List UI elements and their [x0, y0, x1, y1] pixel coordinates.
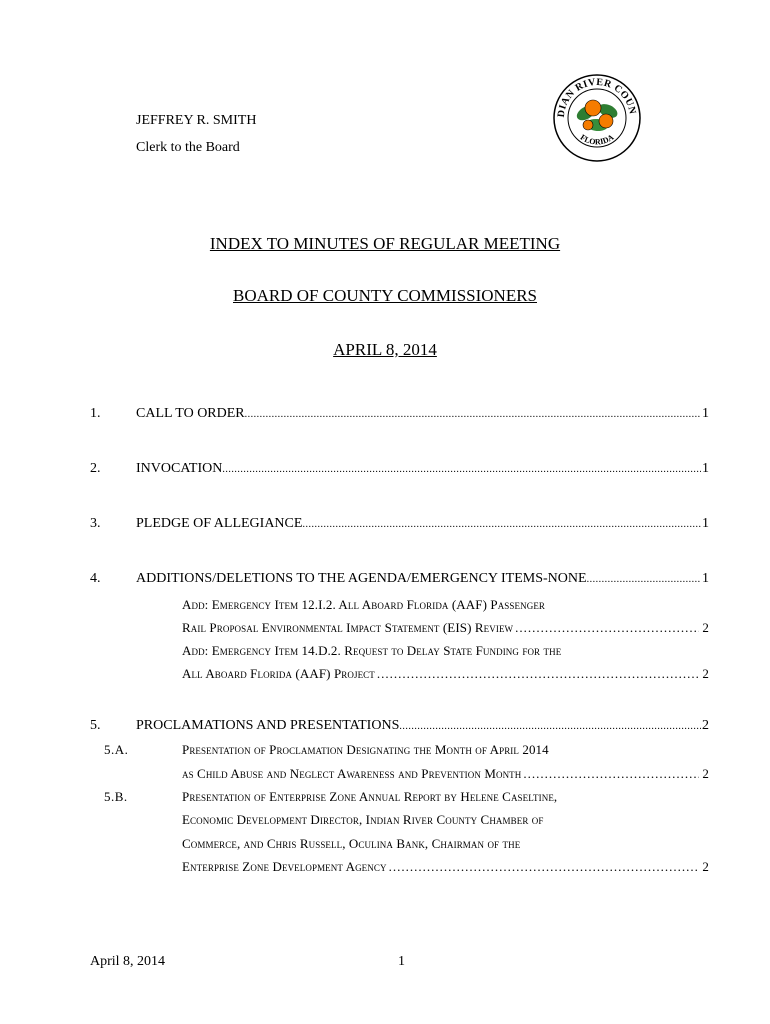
toc-subitem-aaf-funding[interactable]: [182, 666, 709, 682]
item-label: PLEDGE OF ALLEGIANCE: [136, 516, 303, 531]
toc-subitem-enterprise-zone[interactable]: [182, 859, 709, 875]
item-label: ADDITIONS/DELETIONS TO THE AGENDA/EMERGENCY ITEMS-NONE: [136, 571, 587, 586]
item-page: 1: [702, 406, 709, 421]
item-number: 3.: [90, 516, 101, 531]
item-label: CALL TO ORDER: [136, 406, 245, 421]
sub-item-text: Economic Development Director, Indian River County Chamber of: [182, 812, 544, 827]
leader-dots: [521, 766, 699, 782]
leader-dots: [399, 721, 701, 732]
sub-item-text: Presentation of Proclamation Designating the Month of April 2014: [182, 742, 549, 757]
toc-item-proclamations[interactable]: [136, 718, 709, 734]
toc-subitem-child-abuse-month[interactable]: [182, 766, 709, 782]
sub-item-text: Add: Emergency Item 14.D.2. Request to Delay State Funding for the: [182, 643, 562, 658]
leader-dots: [513, 620, 699, 636]
item-page: 1: [702, 461, 709, 476]
item-label: INVOCATION: [136, 461, 223, 476]
clerk-title: Clerk to the Board: [136, 140, 240, 155]
toc-item-additions-deletions[interactable]: [136, 571, 709, 587]
item-page: 2: [702, 766, 709, 781]
sub-item-text: All Aboard Florida (AAF) Project: [182, 666, 375, 681]
footer-page-number: 1: [398, 954, 405, 969]
leader-dots: [587, 574, 701, 585]
seal-bottom-text: FLORIDA: [578, 132, 616, 147]
sub-item-text: Enterprise Zone Development Agency: [182, 859, 387, 874]
item-number: 1.: [90, 406, 101, 421]
leader-dots: [245, 409, 701, 420]
item-page: 2: [702, 718, 709, 733]
item-page: 1: [702, 571, 709, 586]
leader-dots: [375, 666, 700, 682]
item-page: 2: [702, 620, 709, 635]
item-page: 1: [702, 516, 709, 531]
index-title: INDEX TO MINUTES OF REGULAR MEETING: [209, 234, 561, 253]
county-seal-icon: [552, 73, 642, 163]
toc-item-invocation[interactable]: [136, 461, 709, 477]
county-seal: [552, 73, 642, 163]
sub-item-text: Rail Proposal Environmental Impact Statement (EIS) Review: [182, 620, 514, 635]
leader-dots: [222, 464, 701, 475]
sub-item-text: Presentation of Enterprise Zone Annual Report by Helene Caseltine,: [182, 789, 558, 804]
footer-date: April 8, 2014: [90, 954, 166, 969]
clerk-name: JEFFREY R. SMITH: [136, 113, 257, 128]
sub-item-text: as Child Abuse and Neglect Awareness and Prevention Month: [182, 766, 522, 781]
meeting-date-title: APRIL 8, 2014: [333, 340, 437, 359]
toc-subitem-aaf-eis-review[interactable]: [182, 620, 709, 636]
toc-item-call-to-order[interactable]: [136, 406, 709, 422]
board-title: BOARD OF COUNTY COMMISSIONERS: [233, 286, 537, 305]
item-number: 5.: [90, 718, 101, 733]
toc-item-pledge[interactable]: [136, 516, 709, 532]
item-page: 2: [702, 666, 709, 681]
leader-dots: [302, 519, 701, 530]
item-page: 2: [702, 859, 709, 874]
sub-item-text: Add: Emergency Item 12.I.2. All Aboard Florida (AAF) Passenger: [182, 597, 546, 612]
item-number: 2.: [90, 461, 101, 476]
item-number: 4.: [90, 571, 101, 586]
seal-top-text: DIAN RIVER COUN: [555, 76, 638, 118]
item-label: PROCLAMATIONS AND PRESENTATIONS: [136, 718, 400, 733]
leader-dots: [387, 859, 700, 875]
sub-item-text: Commerce, and Chris Russell, Oculina Bank, Chairman of the: [182, 836, 521, 851]
sub-item-number: 5.A.: [104, 742, 129, 757]
sub-item-number: 5.B.: [104, 789, 128, 804]
